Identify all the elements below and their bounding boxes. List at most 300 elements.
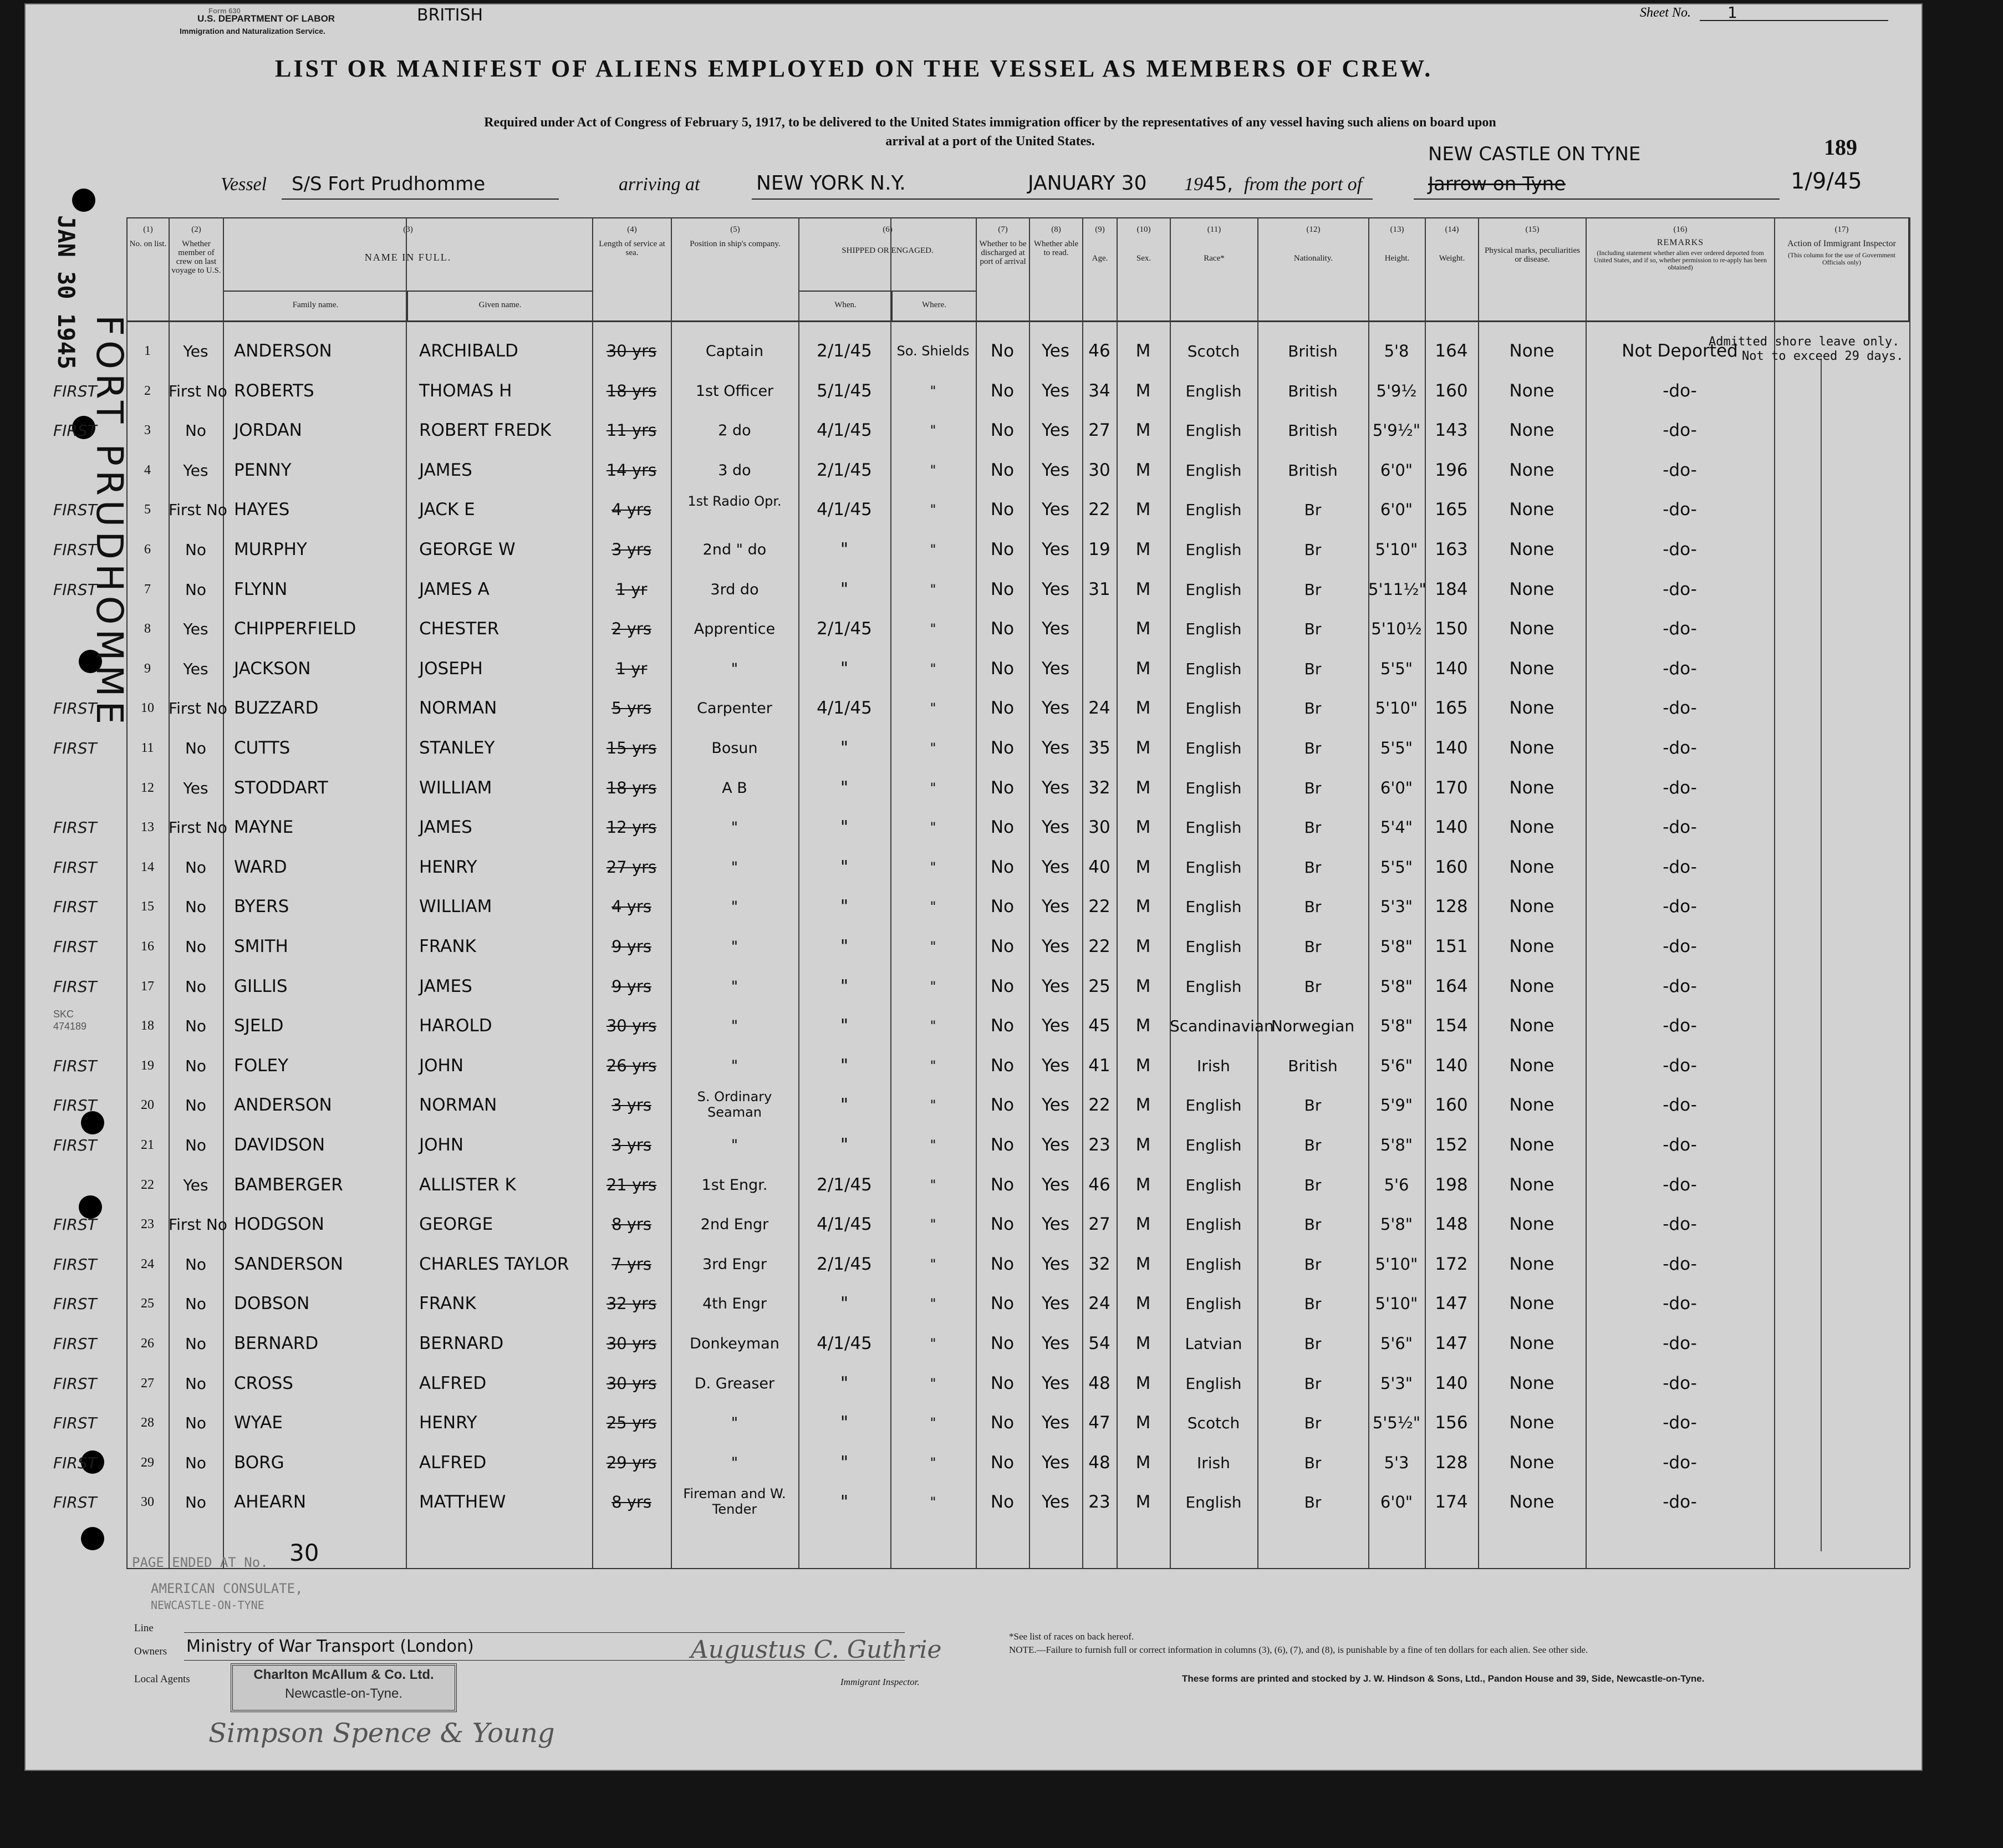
cell-sex: M [1135, 777, 1151, 798]
cell-marks: None [1509, 1452, 1555, 1473]
cell-weight: 174 [1435, 1492, 1468, 1513]
cell-weight: 147 [1435, 1333, 1468, 1353]
cell-marks: None [1509, 1016, 1555, 1036]
cell-height: 6'0" [1380, 460, 1413, 480]
cell-family: FLYNN [234, 579, 288, 599]
cell-given: CHESTER [419, 619, 500, 639]
cell-read: Yes [1041, 1294, 1070, 1314]
col-header-shipped: (6) SHIPPED OR ENGAGED. When. Where. [798, 217, 976, 320]
cell-family: JACKSON [234, 658, 311, 679]
cell-when: 2/1/45 [817, 1254, 872, 1274]
cell-discharged: No [990, 658, 1015, 679]
cell-service: 3 yrs [611, 1096, 651, 1115]
cell-read: Yes [1041, 1333, 1070, 1353]
cell-remarks: -do- [1663, 698, 1697, 719]
year-prefix: 19 [1184, 174, 1203, 195]
cell-service: 4 yrs [611, 897, 651, 917]
cell-remarks: -do- [1663, 976, 1697, 996]
cell-service: 1 yr [615, 579, 648, 599]
cell-nationality: Br [1304, 1096, 1322, 1115]
cell-nationality: Br [1304, 1493, 1322, 1512]
cell-read: Yes [1041, 500, 1070, 520]
cell-service: 30 yrs [606, 1334, 657, 1353]
cell-first: FIRST [53, 1056, 97, 1075]
cell-position: Carpenter [697, 700, 772, 717]
cell-nationality: Br [1304, 778, 1322, 797]
cell-discharged: No [990, 698, 1015, 719]
cell-remarks: -do- [1663, 1095, 1697, 1116]
cell-discharged: No [990, 1214, 1015, 1235]
cell-no: 1 [144, 344, 151, 358]
cell-sex: M [1135, 579, 1151, 599]
cell-no: 30 [141, 1495, 154, 1510]
cell-remarks: -do- [1663, 1413, 1697, 1433]
cell-sex: M [1135, 698, 1151, 719]
cell-first: FIRST [53, 977, 97, 996]
table-row [26, 1324, 1922, 1363]
cell-remarks: -do- [1663, 817, 1697, 838]
cell-given: NORMAN [419, 698, 497, 719]
cell-position: " [731, 898, 738, 916]
cell-marks: None [1509, 1214, 1555, 1235]
cell-weight: 151 [1435, 936, 1468, 956]
table-row [26, 530, 1922, 569]
cell-given: JAMES [419, 817, 472, 838]
cell-given: GEORGE [419, 1214, 493, 1235]
cell-given: THOMAS H [419, 380, 512, 401]
cell-height: 5'5" [1380, 857, 1413, 877]
cell-no: 15 [141, 899, 154, 914]
cell-read: Yes [1041, 420, 1070, 441]
cell-where: " [930, 502, 936, 518]
cell-no: 8 [144, 622, 151, 637]
year-suffix: 45, [1203, 173, 1234, 195]
arriving-label: arriving at [619, 174, 700, 195]
cell-service: 18 yrs [606, 381, 657, 400]
cell-when: " [840, 1413, 849, 1433]
cell-position: " [731, 1017, 738, 1035]
cell-read: Yes [1041, 658, 1070, 679]
cell-read: Yes [1041, 619, 1070, 639]
cell-where: " [930, 1018, 936, 1034]
cell-position: 1st Officer [695, 382, 774, 400]
cell-nationality: Br [1304, 1453, 1322, 1472]
cell-when: " [840, 1492, 849, 1513]
cell-sex: M [1135, 1413, 1151, 1433]
cell-where: " [930, 542, 936, 557]
cell-when: " [840, 817, 849, 838]
subtitle-line-1: Required under Act of Congress of February 5, 1917, to be delivered to the United States immigration officer by the representatives of any vessel having such aliens on board upon [484, 115, 1496, 130]
cell-prev: No [185, 858, 207, 877]
cell-marks: None [1509, 1174, 1555, 1195]
departure-port-struck: Jarrow on Tyne [1428, 173, 1566, 195]
cell-discharged: No [990, 976, 1015, 996]
hand-nationality-note: BRITISH [417, 6, 483, 25]
cell-race: English [1185, 1215, 1242, 1234]
cell-sex: M [1135, 738, 1151, 758]
cell-nationality: Br [1304, 1295, 1322, 1314]
cell-nationality: Br [1304, 1136, 1322, 1154]
cell-sex: M [1135, 460, 1151, 480]
cell-age: 45 [1088, 1016, 1110, 1036]
cell-family: DOBSON [234, 1294, 310, 1314]
cell-weight: 160 [1435, 1095, 1468, 1116]
cell-where: " [930, 819, 936, 836]
cell-first: FIRST [53, 699, 97, 718]
cell-read: Yes [1041, 897, 1070, 917]
cell-age: 34 [1088, 380, 1110, 401]
cell-marks: None [1509, 619, 1555, 639]
cell-height: 5'8" [1380, 1215, 1413, 1234]
cell-marks: None [1509, 698, 1555, 719]
cell-weight: 140 [1435, 658, 1468, 679]
cell-service: 25 yrs [606, 1413, 657, 1433]
cell-discharged: No [990, 777, 1015, 798]
cell-marks: None [1509, 936, 1555, 956]
cell-prev: No [185, 938, 207, 956]
table-row [26, 609, 1922, 649]
cell-first [53, 332, 125, 371]
cell-family: BUZZARD [234, 698, 319, 719]
service-name: Immigration and Naturalization Service. [180, 27, 325, 35]
cell-service: 2 yrs [611, 619, 651, 639]
cell-when: " [840, 1055, 849, 1076]
cell-read: Yes [1041, 777, 1070, 798]
col-header-position: (5) Position in ship's company. [671, 217, 798, 320]
cell-discharged: No [990, 1016, 1015, 1036]
col-header-read: (8) Whether able to read. [1029, 217, 1082, 320]
cell-position: 1st Radio Opr. [687, 493, 782, 510]
cell-position: S. Ordinary Seaman [697, 1089, 772, 1121]
cell-when: " [840, 976, 849, 996]
cell-remarks: -do- [1663, 539, 1697, 559]
cell-age: 22 [1088, 897, 1110, 917]
owners-label: Owners [134, 1646, 167, 1657]
consulate-stamp [151, 1580, 303, 1613]
cell-prev: No [185, 1414, 207, 1433]
cell-race: English [1185, 1295, 1242, 1314]
cell-when: 4/1/45 [817, 1333, 872, 1353]
cell-family: CROSS [234, 1373, 293, 1393]
cell-service: 4 yrs [611, 500, 651, 520]
cell-nationality: Br [1304, 858, 1322, 877]
cell-no: 14 [141, 859, 154, 874]
cell-prev: First No [169, 501, 227, 520]
cell-height: 5'8" [1380, 976, 1413, 996]
inspector-signature: Augustus C. Guthrie [691, 1636, 942, 1664]
cell-height: 5'6 [1384, 1175, 1409, 1194]
consulate-stamp-line-1: AMERICAN CONSULATE, [151, 1581, 303, 1596]
cell-weight: 148 [1435, 1214, 1468, 1235]
cell-family: DAVIDSON [234, 1135, 325, 1155]
cell-no: 9 [144, 661, 151, 676]
cell-no: 21 [141, 1138, 154, 1152]
cell-marks: None [1509, 1055, 1555, 1076]
table-row [26, 1403, 1922, 1443]
cell-discharged: No [990, 539, 1015, 559]
cell-weight: 152 [1435, 1135, 1468, 1155]
cell-height: 5'9" [1380, 1096, 1413, 1115]
cell-first [53, 1165, 125, 1205]
cell-no: 16 [141, 939, 154, 954]
cell-where: " [930, 1137, 936, 1153]
cell-remarks: -do- [1663, 777, 1697, 798]
cell-read: Yes [1041, 698, 1070, 719]
col-header-service: (4) Length of service at sea. [592, 217, 671, 320]
table-row [26, 570, 1922, 609]
table-row [26, 411, 1922, 450]
cell-marks: None [1509, 539, 1555, 559]
cell-given: JOHN [419, 1055, 464, 1076]
cell-first: FIRST [53, 541, 97, 559]
cell-given: JAMES A [419, 579, 490, 599]
manifest-page [24, 3, 1923, 1771]
cell-weight: 172 [1435, 1254, 1468, 1274]
col-subheader-where: Where. [922, 301, 946, 309]
cell-age: 24 [1088, 698, 1110, 719]
cell-remarks: -do- [1663, 738, 1697, 758]
table-row [26, 1483, 1922, 1522]
cell-read: Yes [1041, 1413, 1070, 1433]
cell-service: 30 yrs [606, 1373, 657, 1393]
cell-family: PENNY [234, 460, 292, 480]
cell-sex: M [1135, 380, 1151, 401]
cell-when: " [840, 1095, 849, 1116]
cell-first: FIRST [53, 1374, 97, 1393]
inspector-note-line-2: Not to exceed 29 days. [1742, 349, 1904, 363]
col-header-sex: (10) Sex. [1117, 217, 1170, 320]
cell-nationality: Br [1304, 580, 1322, 599]
cell-marks: None [1509, 738, 1555, 758]
cell-age: 27 [1088, 1214, 1110, 1235]
cell-discharged: No [990, 341, 1015, 361]
cell-marks: None [1509, 976, 1555, 996]
cell-position: " [731, 819, 738, 837]
table-row [26, 927, 1922, 966]
cell-nationality: Br [1304, 818, 1322, 837]
cell-height: 5'3" [1380, 1373, 1413, 1393]
cell-read: Yes [1041, 1135, 1070, 1155]
cell-family: FOLEY [234, 1055, 289, 1076]
cell-position: Donkeyman [690, 1335, 779, 1352]
cell-discharged: No [990, 500, 1015, 520]
cell-marks: None [1509, 1135, 1555, 1155]
cell-no: 24 [141, 1256, 154, 1271]
cell-family: WYAE [234, 1413, 283, 1433]
cell-prev: No [185, 1374, 207, 1393]
agent-signature: Simpson Spence & Young [208, 1718, 555, 1749]
cell-race: Scandinavian [1170, 1017, 1274, 1036]
cell-age: 41 [1088, 1055, 1110, 1076]
cell-service: 27 yrs [606, 857, 657, 877]
cell-no: 5 [144, 502, 151, 517]
table-row [26, 1165, 1922, 1205]
cell-position: 4th Engr [702, 1295, 767, 1313]
cell-when: 4/1/45 [817, 1214, 872, 1235]
cell-when: 5/1/45 [817, 380, 872, 401]
cell-height: 5'10" [1375, 540, 1418, 559]
cell-remarks: -do- [1663, 658, 1697, 679]
cell-weight: 140 [1435, 1373, 1468, 1393]
cell-given: JAMES [419, 976, 472, 996]
cell-discharged: No [990, 1055, 1015, 1076]
cell-age: 54 [1088, 1333, 1110, 1353]
margin-date-stamp-text: JAN 30 1945 [53, 215, 80, 370]
cell-when: 2/1/45 [817, 341, 872, 361]
cell-family: ANDERSON [234, 1095, 332, 1116]
cell-no: 20 [141, 1098, 154, 1113]
cell-weight: 154 [1435, 1016, 1468, 1036]
cell-age: 47 [1088, 1413, 1110, 1433]
cell-where: " [930, 1454, 936, 1470]
vessel-label: Vessel [221, 174, 267, 195]
cell-height: 6'0" [1380, 778, 1413, 797]
cell-marks: None [1509, 460, 1555, 480]
cell-discharged: No [990, 619, 1015, 639]
cell-where: " [930, 740, 936, 756]
department-name: U.S. DEPARTMENT OF LABOR [197, 13, 335, 24]
cell-marks: None [1509, 579, 1555, 599]
cell-age: 27 [1088, 420, 1110, 441]
cell-remarks: -do- [1663, 857, 1697, 877]
cell-race: English [1185, 1493, 1242, 1512]
inspector-note-line-1: Admitted shore leave only. [1709, 335, 1900, 349]
cell-family: ROBERTS [234, 380, 314, 401]
cell-height: 5'11½" [1368, 579, 1426, 599]
cell-weight: 140 [1435, 817, 1468, 838]
cell-race: Irish [1197, 1056, 1230, 1075]
cell-service: 32 yrs [606, 1294, 657, 1314]
cell-remarks: -do- [1663, 619, 1697, 639]
cell-given: ALFRED [419, 1373, 487, 1393]
sheet-label: Sheet No. [1640, 6, 1691, 20]
cell-remarks: -do- [1663, 420, 1697, 441]
cell-when: " [840, 1452, 849, 1473]
cell-read: Yes [1041, 1492, 1070, 1513]
cell-read: Yes [1041, 936, 1070, 956]
cell-first: FIRST [53, 1255, 97, 1274]
col-header-inspector-action: (17) Action of Immigrant Inspector (This column for the use of Government Officials only) [1774, 217, 1909, 320]
cell-race: English [1185, 421, 1242, 440]
cell-marks: None [1509, 658, 1555, 679]
cell-family: MAYNE [234, 817, 294, 838]
cell-discharged: No [990, 857, 1015, 877]
cell-nationality: Br [1304, 977, 1322, 996]
cell-service: 3 yrs [611, 540, 651, 559]
cell-weight: 140 [1435, 1055, 1468, 1076]
cell-where: " [930, 621, 936, 637]
cell-nationality: Br [1304, 1335, 1322, 1353]
cell-nationality: Br [1304, 501, 1322, 520]
cell-remarks: -do- [1663, 1492, 1697, 1513]
cell-service: 9 yrs [611, 937, 651, 956]
cell-where: " [930, 660, 936, 676]
cell-weight: 184 [1435, 579, 1468, 599]
cell-age: 19 [1088, 539, 1110, 559]
cell-weight: 160 [1435, 380, 1468, 401]
cell-prev: First No [169, 1215, 227, 1234]
cell-prev: No [185, 977, 207, 996]
cell-first: FIRST [53, 898, 97, 917]
cell-weight: 156 [1435, 1413, 1468, 1433]
cell-weight: 198 [1435, 1174, 1468, 1195]
cell-sex: M [1135, 1214, 1151, 1235]
cell-height: 5'6" [1380, 1056, 1413, 1075]
col-subheader-given: Given name. [478, 301, 522, 309]
table-row [26, 808, 1922, 847]
cell-first: FIRST [53, 381, 97, 400]
cell-service: 26 yrs [606, 1056, 657, 1075]
cell-given: FRANK [419, 1294, 476, 1314]
cell-prev: No [185, 898, 207, 917]
cell-weight: 150 [1435, 619, 1468, 639]
cell-race: English [1185, 858, 1242, 877]
cell-height: 5'9½" [1372, 421, 1421, 440]
cell-prev: No [185, 580, 207, 599]
table-row [26, 451, 1922, 490]
cell-first [53, 649, 125, 689]
cell-remarks: -do- [1663, 897, 1697, 917]
table-row [26, 967, 1922, 1006]
cell-given: CHARLES TAYLOR [419, 1254, 569, 1274]
margin-vessel-stamp-text: FORT PRUDHOMME [88, 315, 131, 729]
cell-given: HENRY [419, 1413, 477, 1433]
cell-age: 48 [1088, 1373, 1110, 1393]
cell-discharged: No [990, 460, 1015, 480]
cell-prev: First No [169, 699, 227, 718]
cell-weight: 164 [1435, 976, 1468, 996]
cell-nationality: Br [1304, 1414, 1322, 1433]
cell-prev: Yes [183, 620, 208, 639]
col-header-previous-voyage: (2) Whether member of crew on last voyage to U.S. [169, 217, 223, 320]
cell-first: FIRST [53, 1414, 97, 1433]
cell-prev: Yes [183, 659, 208, 678]
cell-age: 46 [1088, 1174, 1110, 1195]
cell-discharged: No [990, 579, 1015, 599]
cell-no: 2 [144, 383, 151, 398]
cell-first: FIRST [53, 580, 97, 599]
cell-remarks: -do- [1663, 1254, 1697, 1274]
cell-height: 5'10" [1375, 1254, 1418, 1274]
col-header-physical-marks: (15) Physical marks, peculiarities or disease. [1478, 217, 1586, 320]
form-number: Form 630 [208, 7, 241, 15]
cell-first: FIRST [53, 1493, 97, 1512]
cell-race: English [1185, 778, 1242, 797]
cell-service: 11 yrs [606, 421, 657, 440]
col-header-race: (11) Race* [1170, 217, 1257, 320]
cell-sex: M [1135, 1016, 1151, 1036]
cell-height: 5'10½ [1371, 619, 1422, 639]
cell-weight: 160 [1435, 857, 1468, 877]
cell-first: FIRST [53, 818, 97, 837]
cell-age: 24 [1088, 1294, 1110, 1314]
cell-where: " [930, 1057, 936, 1073]
cell-height: 5'3 [1384, 1453, 1409, 1472]
cell-sex: M [1135, 1055, 1151, 1076]
file-note-2: 474189 [53, 1021, 87, 1032]
cell-read: Yes [1041, 738, 1070, 758]
cell-race: English [1185, 898, 1242, 917]
cell-weight: 140 [1435, 738, 1468, 758]
cell-where: " [930, 422, 936, 439]
cell-where: " [930, 462, 936, 478]
cell-position: 3rd do [710, 581, 759, 598]
cell-where: " [930, 383, 936, 399]
cell-marks: None [1509, 341, 1555, 361]
cell-marks: None [1509, 380, 1555, 401]
cell-read: Yes [1041, 539, 1070, 559]
cell-position: " [731, 858, 738, 876]
